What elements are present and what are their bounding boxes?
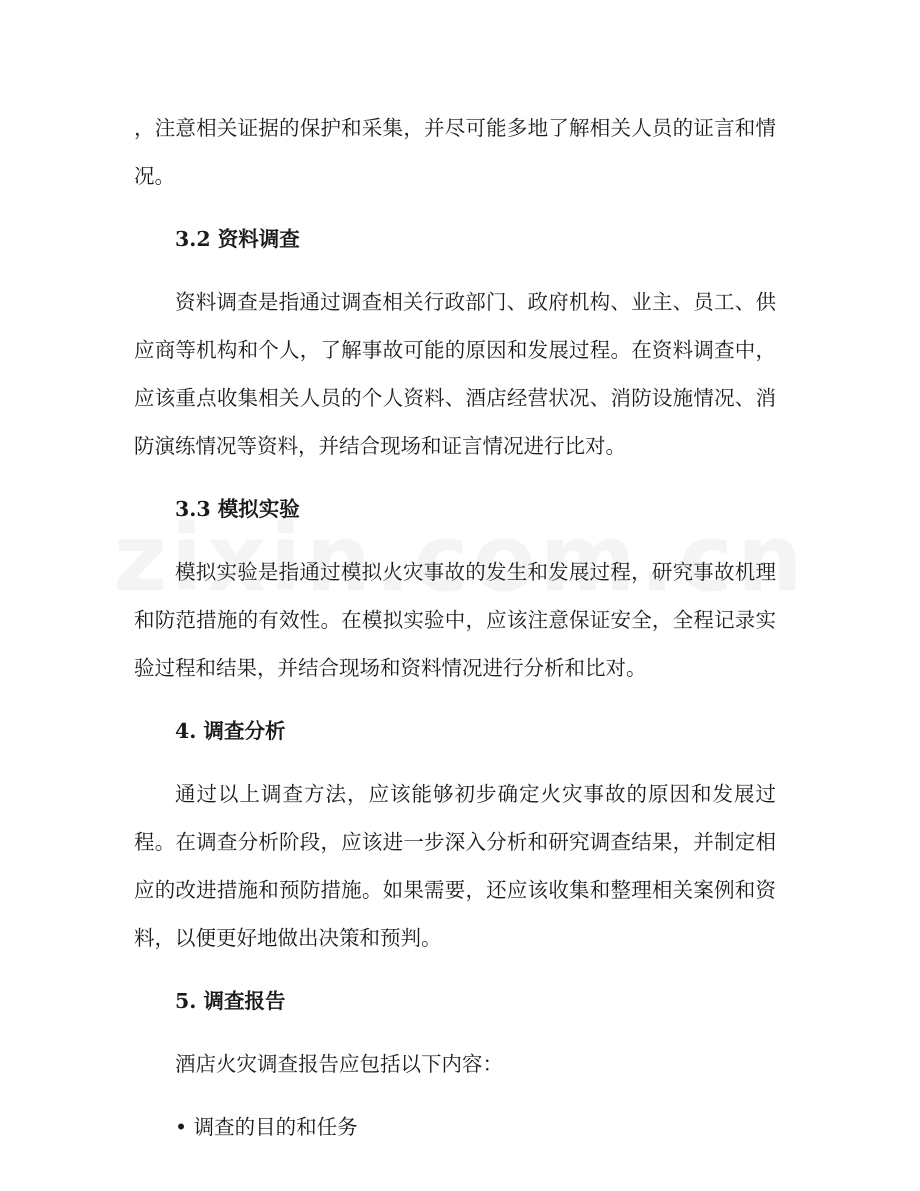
paragraph-3-2: 资料调查是指通过调查相关行政部门、政府机构、业主、员工、供应商等机构和个人，了解事故可能的原因和发展过程。在资料调查中，应该重点收集相关人员的个人资料、酒店经营状况、消防设施情况、消防演练情况等资料，并结合现场和证言情况进行比对。 bbox=[134, 290, 776, 458]
section-heading-3-3: 3.3 模拟实验 bbox=[175, 497, 300, 521]
section-heading-5: 5. 调查报告 bbox=[175, 989, 286, 1013]
list-item: • 调查的目的和任务 bbox=[175, 1115, 358, 1139]
paragraph-continuation: ，注意相关证据的保护和采集，并尽可能多地了解相关人员的证言和情况。 bbox=[134, 116, 776, 188]
section-heading-4: 4. 调查分析 bbox=[175, 719, 286, 743]
document-body bbox=[134, 104, 776, 1151]
paragraph-3-3: 模拟实验是指通过模拟火灾事故的发生和发展过程，研究事故机理和防范措施的有效性。在模拟实验中，应该注意保证安全，全程记录实验过程和结果，并结合现场和资料情况进行分析和比对。 bbox=[134, 560, 776, 680]
paragraph-5: 酒店火灾调查报告应包括以下内容： bbox=[175, 1052, 503, 1076]
paragraph-4: 通过以上调查方法，应该能够初步确定火灾事故的原因和发展过程。在调查分析阶段，应该进一步深入分析和研究调查结果，并制定相应的改进措施和预防措施。如果需要，还应该收集和整理相关案例和资料，以便更好地做出决策和预判。 bbox=[134, 782, 776, 950]
section-heading-3-2: 3.2 资料调查 bbox=[175, 227, 300, 251]
